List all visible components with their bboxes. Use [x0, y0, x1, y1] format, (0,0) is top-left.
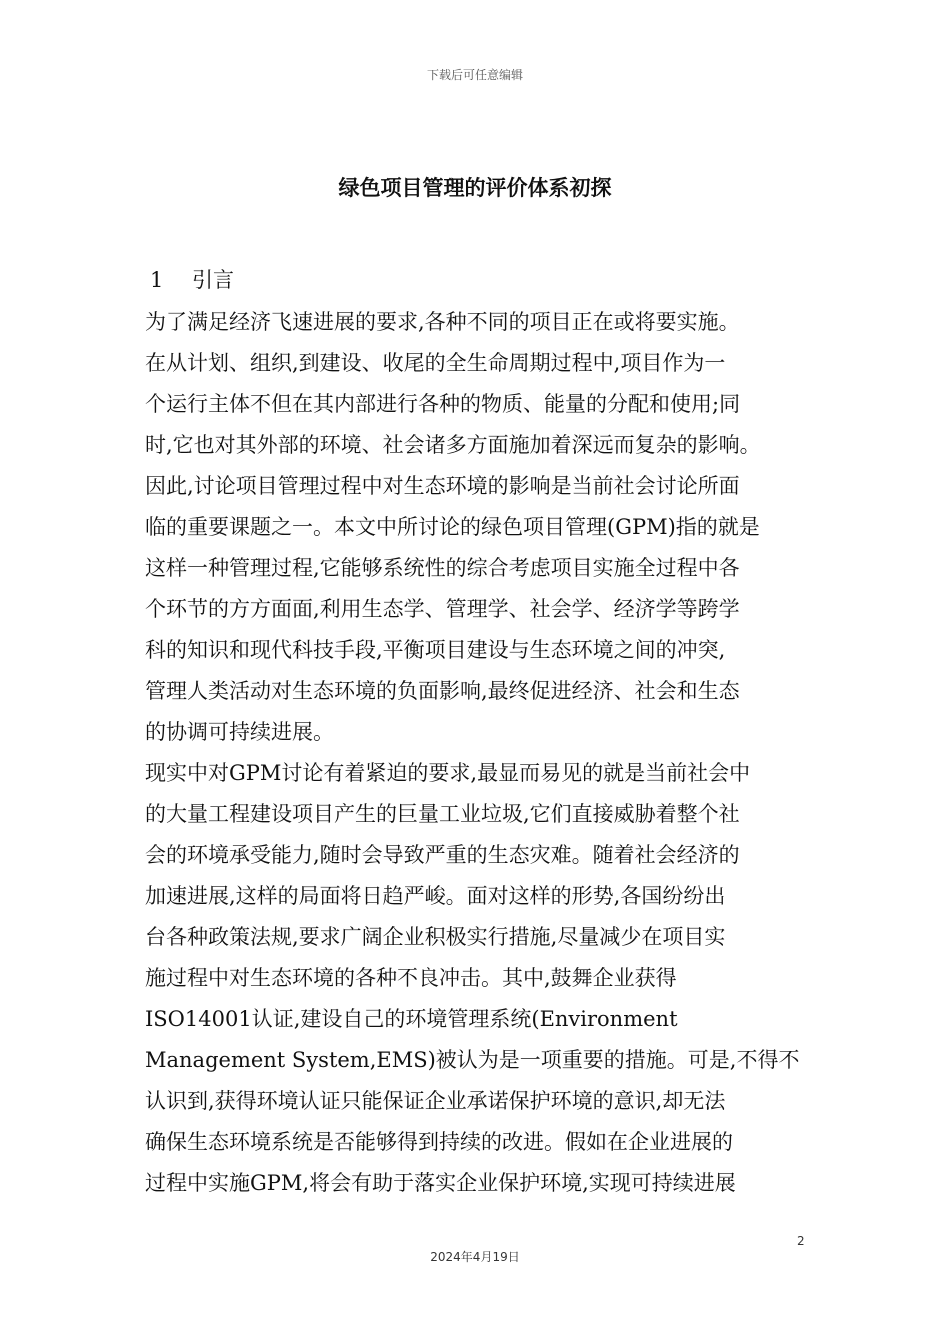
text-line: 个环节的方方面面,利用生态学、管理学、社会学、经济学等跨学: [145, 597, 740, 621]
text-line: 科的知识和现代科技手段,平衡项目建设与生态环境之间的冲突,: [145, 638, 726, 662]
text-line: 在从计划、组织,到建设、收尾的全生命周期过程中,项目作为一: [145, 351, 726, 375]
text-line: 认识到,获得环境认证只能保证企业承诺保护环境的意识,却无法: [145, 1089, 726, 1113]
text-line: 台各种政策法规,要求广阔企业积极实行措施,尽量减少在项目实: [145, 925, 726, 949]
text-line: Management System,EMS)被认为是一项重要的措施。可是,不得不: [145, 1048, 800, 1072]
text-line: 施过程中对生态环境的各种不良冲击。其中,鼓舞企业获得: [145, 966, 677, 990]
text-line: 为了满足经济飞速进展的要求,各种不同的项目正在或将要实施。: [145, 310, 740, 334]
text-line: 现实中对GPM讨论有着紧迫的要求,最显而易见的就是当前社会中: [145, 761, 751, 785]
text-line: 时,它也对其外部的环境、社会诸多方面施加着深远而复杂的影响。: [145, 433, 761, 457]
body-text: [145, 302, 825, 1204]
text-line: 的大量工程建设项目产生的巨量工业垃圾,它们直接威胁着整个社: [145, 802, 740, 826]
text-line: 确保生态环境系统是否能够得到持续的改进。假如在企业进展的: [145, 1130, 733, 1154]
footer-date: 2024年4月19日: [430, 1250, 520, 1264]
page-number: 2: [797, 1234, 805, 1248]
text-line: 会的环境承受能力,随时会导致严重的生态灾难。随着社会经济的: [145, 843, 740, 867]
text-line: 的协调可持续进展。: [145, 720, 334, 744]
text-line: 这样一种管理过程,它能够系统性的综合考虑项目实施全过程中各: [145, 556, 740, 580]
section-heading: [150, 264, 234, 294]
text-line: 因此,讨论项目管理过程中对生态环境的影响是当前社会讨论所面: [145, 474, 740, 498]
section-number: 1: [150, 268, 164, 292]
text-line: ISO14001认证,建设自己的环境管理系统(Environment: [145, 1007, 678, 1031]
text-line: 临的重要课题之一。本文中所讨论的绿色项目管理(GPM)指的就是: [145, 515, 760, 539]
text-line: 个运行主体不但在其内部进行各种的物质、能量的分配和使用;同: [145, 392, 741, 416]
text-line: 过程中实施GPM,将会有助于落实企业保护环境,实现可持续进展: [145, 1171, 736, 1195]
section-title: 引言: [192, 268, 234, 292]
document-title: 绿色项目管理的评价体系初探: [338, 176, 612, 200]
text-line: 管理人类活动对生态环境的负面影响,最终促进经济、社会和生态: [145, 679, 740, 703]
text-line: 加速进展,这样的局面将日趋严峻。面对这样的形势,各国纷纷出: [145, 884, 726, 908]
page-header-note: 下载后可任意编辑: [426, 68, 523, 82]
